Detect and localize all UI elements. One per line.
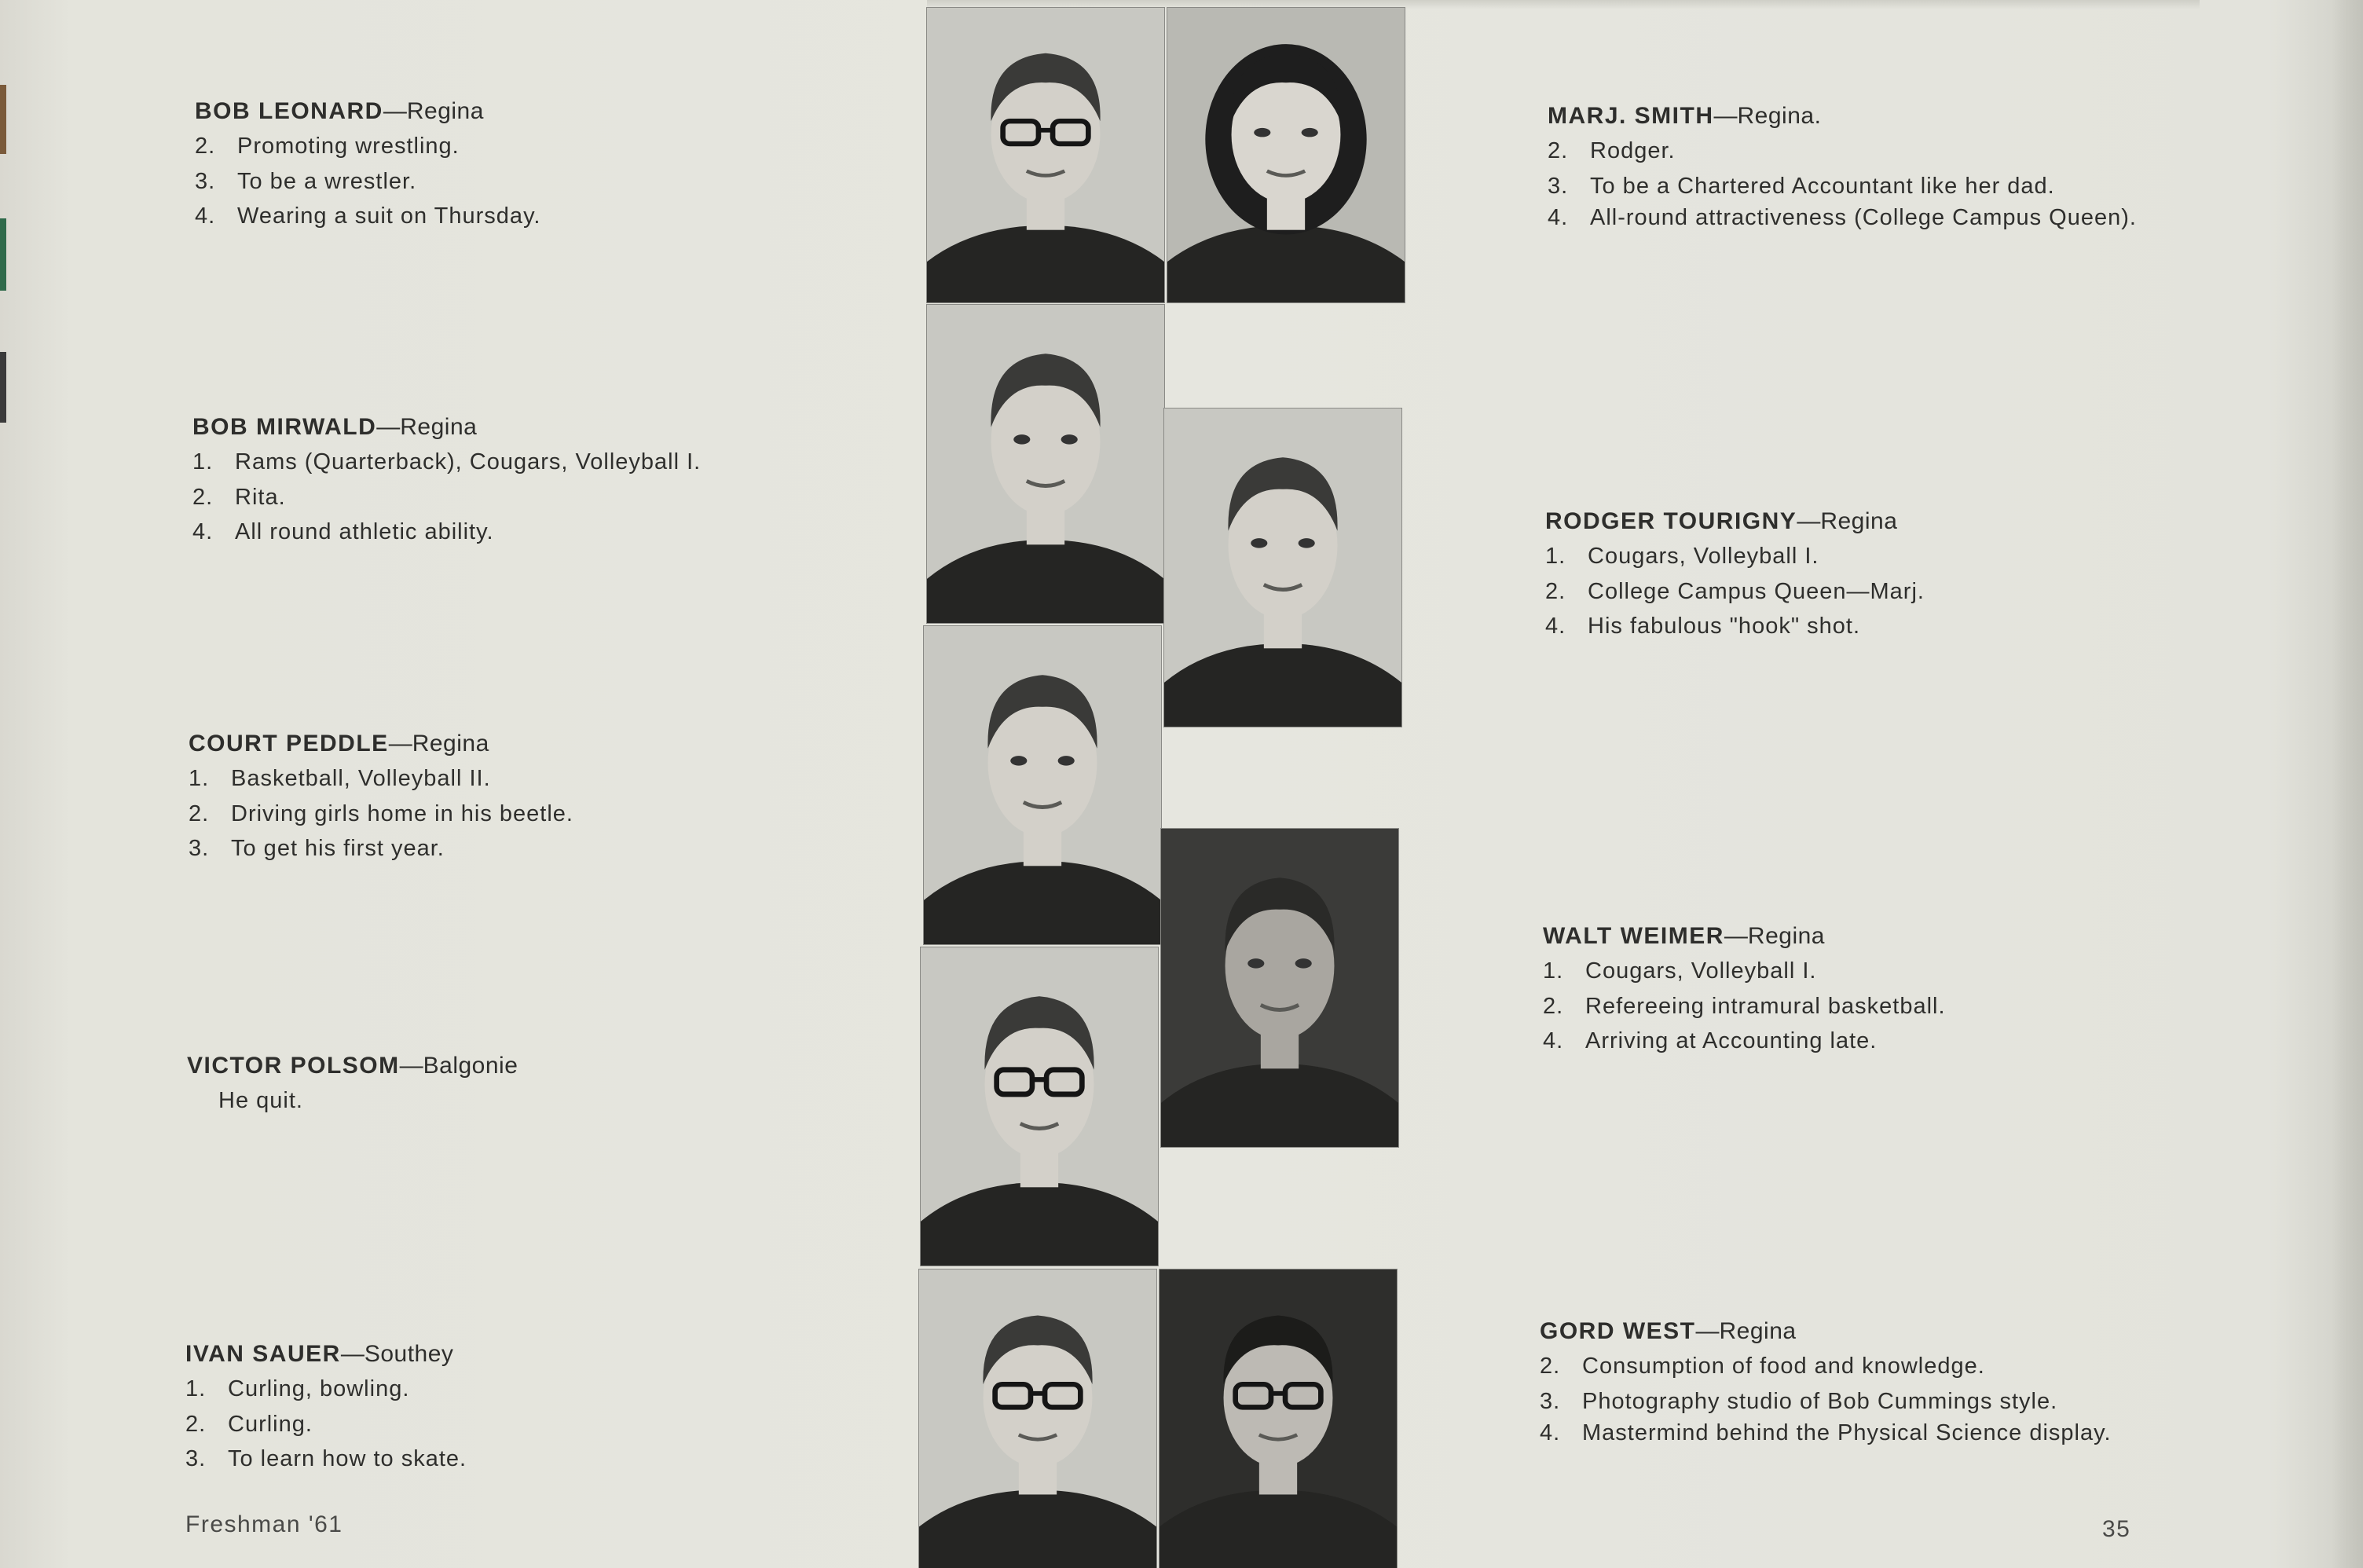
page-number: 35	[2102, 1516, 2131, 1542]
photo-eye-left	[1247, 958, 1264, 968]
entry-line: 2. Driving girls home in his beetle.	[189, 800, 573, 826]
entry-bob-mirwald: BOB MIRWALD—Regina 1. Rams (Quarterback), Cougars, Volleyball I. 2. Rita. 4. All round athletic ability.	[192, 410, 701, 550]
hometown: Regina	[412, 731, 489, 757]
student-name: BOB LEONARD	[195, 98, 383, 124]
portrait-silhouette	[927, 8, 1164, 302]
portrait-photo-bob-mirwald	[927, 305, 1164, 623]
entry-rodger-tourigny: RODGER TOURIGNY—Regina 1. Cougars, Volleyball I. 2. College Campus Queen—Marj. 4. His fabulous "hook" shot.	[1545, 504, 1925, 644]
student-name: WALT WEIMER	[1543, 923, 1724, 949]
hometown: Southey	[364, 1341, 454, 1367]
page-binding-shadow	[2332, 0, 2363, 1568]
student-name: RODGER TOURIGNY	[1545, 508, 1797, 534]
entry-court-peddle: COURT PEDDLE—Regina 1. Basketball, Volleyball II. 2. Driving girls home in his beetle. 3. To get his first year.	[189, 727, 573, 866]
portrait-photo-marj-smith	[1167, 8, 1405, 302]
page-edge-tab-brown	[0, 85, 6, 154]
entry-line: 1. Cougars, Volleyball I.	[1543, 958, 1817, 984]
hometown: Regina	[1747, 923, 1825, 949]
portrait-silhouette	[927, 305, 1164, 623]
entry-line: 2. Rita.	[192, 484, 286, 510]
entry-victor-polsom: VICTOR POLSOM—Balgonie He quit.	[187, 1049, 518, 1119]
hometown: Regina	[1820, 508, 1898, 534]
entry-note: He quit.	[218, 1088, 303, 1113]
entry-line: 1. Rams (Quarterback), Cougars, Volleyball I.	[192, 449, 702, 474]
entry-line: 1. Cougars, Volleyball I.	[1545, 544, 1819, 569]
entry-line: 4. Mastermind behind the Physical Science display.	[1540, 1420, 2112, 1445]
entry-line: 3. To get his first year.	[189, 836, 445, 861]
entry-gord-west: GORD WEST—Regina 2. Consumption of food and knowledge. 3. Photography studio of Bob Cummings style. 4. Mastermind behind the Physical Science display.	[1540, 1314, 2137, 1447]
entry-line: 4. Wearing a suit on Thursday.	[195, 203, 541, 229]
portrait-silhouette	[919, 1269, 1156, 1568]
student-name: VICTOR POLSOM	[187, 1053, 400, 1079]
portrait-silhouette	[1160, 1269, 1397, 1568]
photo-eye-left	[1251, 538, 1267, 548]
hometown: Regina	[406, 98, 484, 124]
entry-line: 3. To learn how to skate.	[185, 1446, 467, 1471]
page-edge-tab-dark	[0, 352, 6, 423]
entry-line: 4. All round athletic ability.	[192, 519, 494, 544]
hometown: Regina.	[1737, 103, 1822, 129]
photo-eye-right	[1058, 756, 1075, 765]
entry-ivan-sauer: IVAN SAUER—Southey 1. Curling, bowling. 2. Curling. 3. To learn how to skate.	[185, 1337, 467, 1477]
portrait-silhouette	[921, 947, 1158, 1266]
entry-line: 4. All-round attractiveness (College Campus Queen).	[1548, 205, 2137, 230]
entry-line: 3. Photography studio of Bob Cummings style.	[1540, 1388, 2058, 1414]
entry-line: 2. Rodger.	[1548, 138, 1676, 163]
portrait-photo-victor-polsom	[921, 947, 1158, 1266]
entry-line: 2. College Campus Queen—Marj.	[1545, 578, 1925, 604]
entry-bob-leonard: BOB LEONARD—Regina 2. Promoting wrestling. 3. To be a wrestler. 4. Wearing a suit on Thursday.	[195, 94, 540, 234]
page-edge-tab-green	[0, 218, 6, 291]
hometown: Regina	[1719, 1318, 1797, 1344]
student-name: MARJ. SMITH	[1548, 103, 1714, 129]
portrait-silhouette	[1164, 408, 1401, 727]
photo-eye-left	[1254, 128, 1270, 137]
entry-line: 3. To be a Chartered Accountant like her dad.	[1548, 173, 2055, 199]
entry-line: 1. Basketball, Volleyball II.	[189, 766, 491, 791]
portrait-photo-rodger-tourigny	[1164, 408, 1401, 727]
entry-line: 3. To be a wrestler.	[195, 168, 417, 194]
photo-eye-right	[1302, 128, 1318, 137]
entry-line: 2. Refereeing intramural basketball.	[1543, 993, 1946, 1019]
student-name: COURT PEDDLE	[189, 731, 389, 757]
photo-eye-left	[1013, 434, 1030, 444]
entry-walt-weimer: WALT WEIMER—Regina 1. Cougars, Volleyball I. 2. Refereeing intramural basketball. 4. Arriving at Accounting late.	[1543, 919, 1946, 1059]
photo-eye-right	[1061, 434, 1078, 444]
hometown: Balgonie	[423, 1053, 518, 1079]
portrait-photo-ivan-sauer	[919, 1269, 1156, 1568]
photo-eye-right	[1299, 538, 1315, 548]
portrait-photo-walt-weimer	[1161, 829, 1398, 1147]
photo-eye-left	[1010, 756, 1027, 765]
portrait-silhouette	[1167, 8, 1405, 302]
photo-eye-right	[1295, 958, 1312, 968]
entry-line: 2. Consumption of food and knowledge.	[1540, 1354, 1985, 1379]
portrait-photo-court-peddle	[924, 626, 1161, 944]
entry-line: 4. Arriving at Accounting late.	[1543, 1028, 1878, 1053]
portrait-silhouette	[924, 626, 1161, 944]
student-name: IVAN SAUER	[185, 1341, 341, 1367]
hometown: Regina	[400, 414, 478, 440]
entry-line: 1. Curling, bowling.	[185, 1376, 410, 1401]
student-name: BOB MIRWALD	[192, 414, 377, 440]
portrait-silhouette	[1161, 829, 1398, 1147]
yearbook-footer-label: Freshman '61	[185, 1511, 343, 1537]
portrait-photo-bob-leonard	[927, 8, 1164, 302]
portrait-photo-gord-west	[1160, 1269, 1397, 1568]
entry-marj-smith: MARJ. SMITH—Regina. 2. Rodger. 3. To be a Chartered Accountant like her dad. 4. All-round attractiveness (College Campus Queen).	[1548, 99, 2145, 232]
student-name: GORD WEST	[1540, 1318, 1696, 1344]
entry-line: 4. His fabulous "hook" shot.	[1545, 614, 1861, 639]
entry-line: 2. Promoting wrestling.	[195, 134, 460, 159]
entry-line: 2. Curling.	[185, 1411, 313, 1437]
